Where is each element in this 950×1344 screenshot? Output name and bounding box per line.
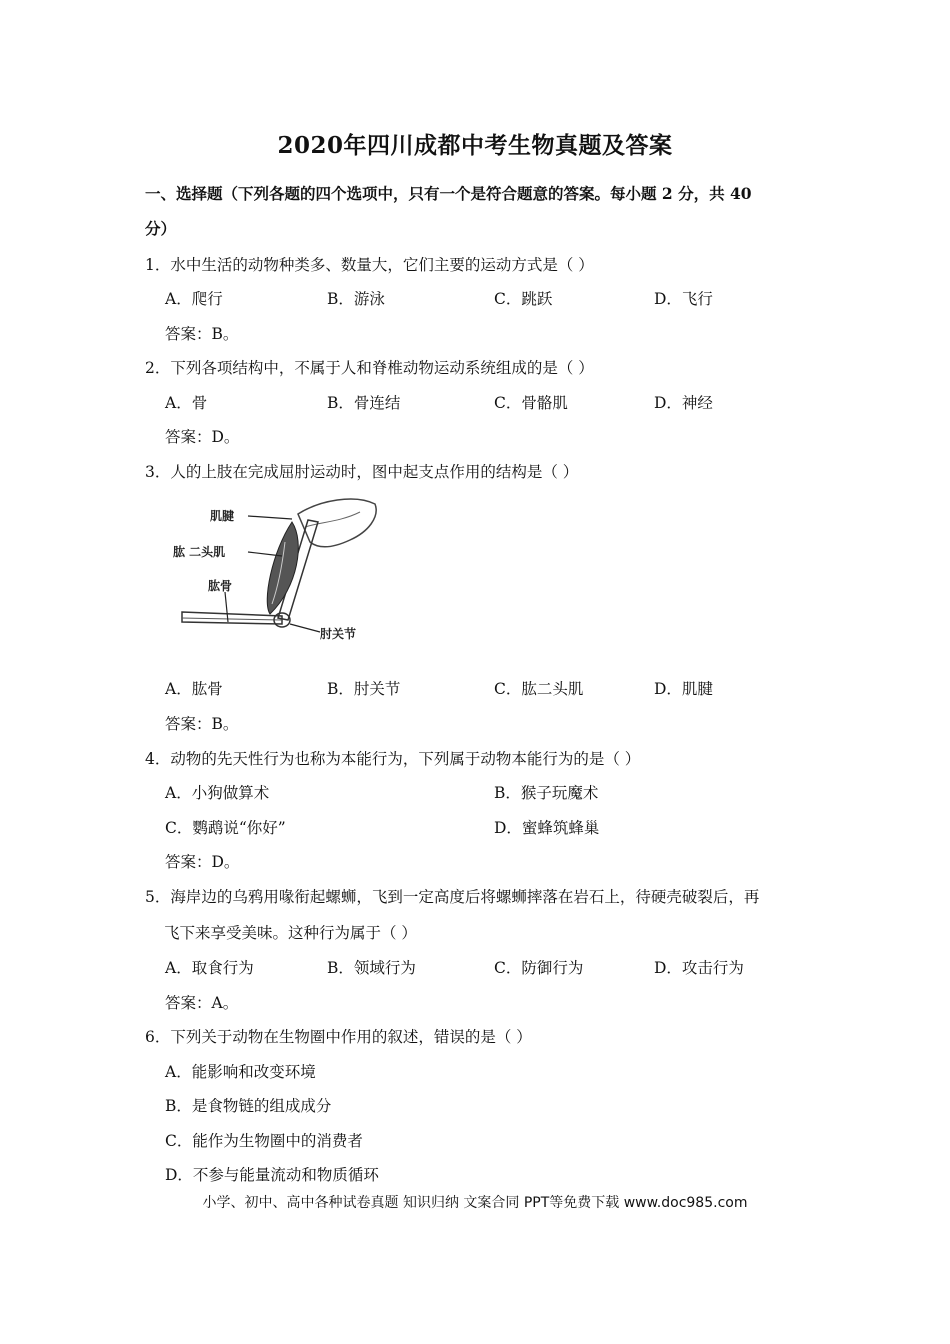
question-6-option-a: A．能影响和改变环境 — [165, 1063, 316, 1081]
question-6-option-d: D．不参与能量流动和物质循环 — [165, 1166, 379, 1184]
question-4-option-c: C．鹦鹉说“你好” — [165, 819, 286, 837]
label-tendon: 肌腱 — [210, 509, 235, 523]
section-heading-cont: 分） — [145, 219, 177, 238]
question-3-answer: 答案：B。 — [165, 715, 239, 733]
page-footer: 小学、初中、高中各种试卷真题 知识归纳 文案合同 PPT等免费下载 www.doc985.com — [202, 1195, 748, 1211]
question-5-answer: 答案：A。 — [165, 994, 239, 1012]
question-4-answer: 答案：D。 — [165, 853, 240, 871]
question-2-answer: 答案：D。 — [165, 428, 240, 446]
label-biceps: 肱 二头肌 — [173, 545, 226, 559]
question-2-option-d: D．神经 — [654, 394, 713, 412]
question-3-option-d: D．肌腱 — [654, 680, 713, 698]
question-6-option-c: C．能作为生物圈中的消费者 — [165, 1132, 363, 1150]
question-4-option-b: B．猴子玩魔术 — [494, 784, 599, 802]
question-5-option-a: A．取食行为 — [165, 959, 254, 977]
question-2-option-c: C．骨骼肌 — [494, 394, 568, 412]
question-2-option-a: A．骨 — [165, 394, 208, 412]
question-1-option-d: D．飞行 — [654, 290, 713, 308]
question-5-stem-cont: 飞下来享受美味。这种行为属于（ ） — [164, 924, 417, 942]
question-5-option-b: B．领域行为 — [327, 959, 416, 977]
question-3-option-c: C．肱二头肌 — [494, 680, 584, 698]
page-title: 2020年四川成都中考生物真题及答案 — [277, 132, 673, 159]
question-5-stem: 5．海岸边的乌鸦用喙衔起螺蛳，飞到一定高度后将螺蛳摔落在岩石上，待硬壳破裂后，再 — [145, 888, 760, 906]
label-elbow-joint: 肘关节 — [320, 627, 357, 641]
question-3-option-a: A．肱骨 — [165, 680, 223, 698]
question-3-stem: 3．人的上肢在完成屈肘运动时，图中起支点作用的结构是（ ） — [145, 463, 579, 481]
question-2-stem: 2．下列各项结构中，不属于人和脊椎动物运动系统组成的是（ ） — [145, 359, 594, 377]
question-1-option-b: B．游泳 — [327, 290, 385, 308]
arm-muscle-diagram — [170, 492, 400, 652]
question-3-option-b: B．肘关节 — [327, 680, 401, 698]
question-4-stem: 4．动物的先天性行为也称为本能行为，下列属于动物本能行为的是（ ） — [145, 750, 641, 768]
question-5-option-c: C．防御行为 — [494, 959, 584, 977]
section-heading: 一、选择题（下列各题的四个选项中，只有一个是符合题意的答案。每小题 2 分，共 40 — [145, 184, 752, 203]
question-4-option-a: A．小狗做算术 — [165, 784, 270, 802]
question-1-answer: 答案：B。 — [165, 325, 239, 343]
question-5-option-d: D．攻击行为 — [654, 959, 744, 977]
question-4-option-d: D．蜜蜂筑蜂巢 — [494, 819, 600, 837]
label-humerus: 肱骨 — [208, 579, 233, 593]
question-6-option-b: B．是食物链的组成成分 — [165, 1097, 332, 1115]
question-1-stem: 1．水中生活的动物种类多、数量大，它们主要的运动方式是（ ） — [145, 256, 594, 274]
question-6-stem: 6．下列关于动物在生物圈中作用的叙述，错误的是（ ） — [145, 1028, 532, 1046]
question-1-option-c: C．跳跃 — [494, 290, 553, 308]
question-1-option-a: A．爬行 — [165, 290, 223, 308]
question-2-option-b: B．骨连结 — [327, 394, 401, 412]
